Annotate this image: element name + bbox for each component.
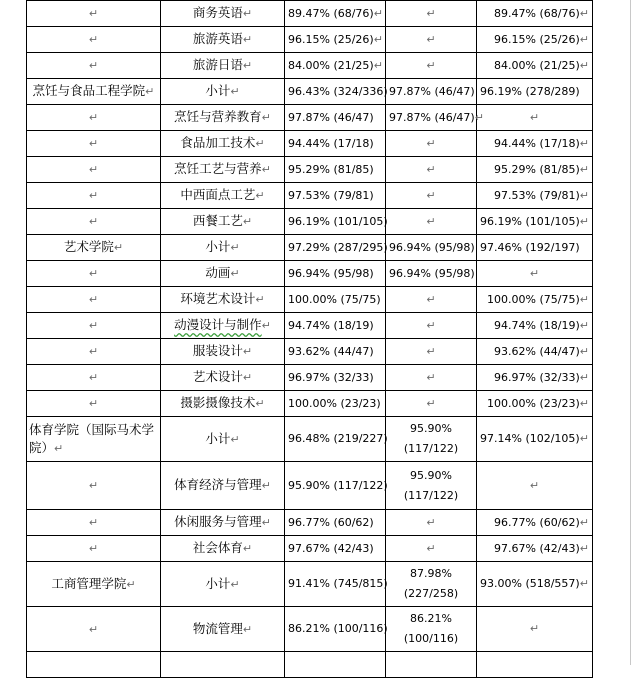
major-cell: 服装设计↵	[161, 339, 285, 365]
department-cell: ↵	[27, 183, 161, 209]
major-cell: 商务英语↵	[161, 1, 285, 27]
undergrad-rate-cell: ↵	[386, 287, 477, 313]
total-rate-cell: 96.48% (219/227)	[285, 417, 386, 462]
undergrad-rate-cell: ↵	[386, 53, 477, 79]
major-cell: 休闲服务与管理↵	[161, 510, 285, 536]
department-cell: 艺术学院↵	[27, 235, 161, 261]
major-cell: 动漫设计与制作↵	[161, 313, 285, 339]
undergrad-rate-cell: 95.90% (117/122)	[386, 417, 477, 462]
table-row	[27, 261, 593, 287]
college-rate-cell: 97.14% (102/105)↵	[477, 417, 593, 462]
department-cell: 体育学院（国际马术学院）↵	[27, 417, 161, 462]
undergrad-rate-cell: ↵	[386, 536, 477, 562]
major-cell	[161, 652, 285, 678]
department-cell: ↵	[27, 607, 161, 652]
undergrad-rate-cell: ↵	[386, 1, 477, 27]
table-row	[27, 235, 593, 261]
total-rate-cell: 97.67% (42/43)	[285, 536, 386, 562]
table-row	[27, 652, 593, 678]
department-cell: ↵	[27, 105, 161, 131]
major-cell: 体育经济与管理↵	[161, 462, 285, 510]
department-cell: ↵	[27, 339, 161, 365]
college-rate-cell: 97.67% (42/43)↵	[477, 536, 593, 562]
table-row	[27, 365, 593, 391]
total-rate-cell: 94.44% (17/18)	[285, 131, 386, 157]
total-rate-cell: 95.90% (117/122)	[285, 462, 386, 510]
department-cell: 烹饪与食品工程学院↵	[27, 79, 161, 105]
undergrad-rate-cell: ↵	[386, 313, 477, 339]
table-row	[27, 53, 593, 79]
major-cell: 小计↵	[161, 562, 285, 607]
table-row	[27, 131, 593, 157]
table-row	[27, 536, 593, 562]
total-rate-cell: 97.87% (46/47)	[285, 105, 386, 131]
major-cell: 环境艺术设计↵	[161, 287, 285, 313]
major-cell: 小计↵	[161, 235, 285, 261]
table-row	[27, 27, 593, 53]
undergrad-rate-cell: ↵	[386, 27, 477, 53]
college-rate-cell: 96.97% (32/33)↵	[477, 365, 593, 391]
table-row	[27, 391, 593, 417]
major-cell: 中西面点工艺↵	[161, 183, 285, 209]
undergrad-rate-cell: 97.87% (46/47)↵	[386, 105, 477, 131]
college-rate-cell: 93.00% (518/557)↵	[477, 562, 593, 607]
total-rate-cell: 89.47% (68/76)↵	[285, 1, 386, 27]
total-rate-cell: 96.97% (32/33)	[285, 365, 386, 391]
college-rate-cell: 93.62% (44/47)↵	[477, 339, 593, 365]
college-rate-cell: 97.46% (192/197)	[477, 235, 593, 261]
table-row	[27, 313, 593, 339]
major-cell: 摄影摄像技术↵	[161, 391, 285, 417]
department-cell: ↵	[27, 287, 161, 313]
college-rate-cell: 96.19% (101/105)↵	[477, 209, 593, 235]
table-row	[27, 562, 593, 607]
major-cell: 小计↵	[161, 79, 285, 105]
major-cell: 西餐工艺↵	[161, 209, 285, 235]
undergrad-rate-cell: 87.98% (227/258)	[386, 562, 477, 607]
college-rate-cell: ↵	[477, 105, 593, 131]
department-cell: ↵	[27, 462, 161, 510]
major-cell: 旅游日语↵	[161, 53, 285, 79]
college-rate-cell: 96.19% (278/289)	[477, 79, 593, 105]
table-row	[27, 1, 593, 27]
major-cell: 食品加工技术↵	[161, 131, 285, 157]
undergrad-rate-cell	[386, 652, 477, 678]
undergrad-rate-cell: 86.21% (100/116)	[386, 607, 477, 652]
table-row	[27, 607, 593, 652]
college-rate-cell: 100.00% (23/23)↵	[477, 391, 593, 417]
total-rate-cell: 96.19% (101/105)	[285, 209, 386, 235]
table-row	[27, 183, 593, 209]
undergrad-rate-cell: 97.87% (46/47)	[386, 79, 477, 105]
undergrad-rate-cell: ↵	[386, 157, 477, 183]
table-row	[27, 79, 593, 105]
college-rate-cell: 94.74% (18/19)↵	[477, 313, 593, 339]
total-rate-cell: 96.43% (324/336)	[285, 79, 386, 105]
major-cell: 社会体育↵	[161, 536, 285, 562]
major-cell: 艺术设计↵	[161, 365, 285, 391]
college-rate-cell: 84.00% (21/25)↵	[477, 53, 593, 79]
total-rate-cell: 91.41% (745/815)	[285, 562, 386, 607]
department-cell: 工商管理学院↵	[27, 562, 161, 607]
department-cell	[27, 652, 161, 678]
total-rate-cell: 96.77% (60/62)	[285, 510, 386, 536]
total-rate-cell: 84.00% (21/25)↵	[285, 53, 386, 79]
college-rate-cell: ↵	[477, 607, 593, 652]
major-cell: 动画↵	[161, 261, 285, 287]
college-rate-cell: 100.00% (75/75)↵	[477, 287, 593, 313]
undergrad-rate-cell: 96.94% (95/98)	[386, 261, 477, 287]
total-rate-cell: 96.94% (95/98)	[285, 261, 386, 287]
total-rate-cell: 100.00% (23/23)	[285, 391, 386, 417]
undergrad-rate-cell: ↵	[386, 391, 477, 417]
undergrad-rate-cell: ↵	[386, 510, 477, 536]
department-cell: ↵	[27, 313, 161, 339]
undergrad-rate-cell: ↵	[386, 131, 477, 157]
table-row	[27, 105, 593, 131]
total-rate-cell: 93.62% (44/47)	[285, 339, 386, 365]
undergrad-rate-cell: ↵	[386, 365, 477, 391]
total-rate-cell	[285, 652, 386, 678]
department-cell: ↵	[27, 365, 161, 391]
department-cell: ↵	[27, 157, 161, 183]
total-rate-cell: 95.29% (81/85)	[285, 157, 386, 183]
department-cell: ↵	[27, 209, 161, 235]
table-row	[27, 209, 593, 235]
table-row	[27, 287, 593, 313]
college-rate-cell: ↵	[477, 261, 593, 287]
total-rate-cell: 97.29% (287/295)	[285, 235, 386, 261]
college-rate-cell: 96.15% (25/26)↵	[477, 27, 593, 53]
college-rate-cell: ↵	[477, 462, 593, 510]
department-cell: ↵	[27, 261, 161, 287]
major-cell: 烹饪与营养教育↵	[161, 105, 285, 131]
undergrad-rate-cell: 96.94% (95/98)	[386, 235, 477, 261]
department-cell: ↵	[27, 510, 161, 536]
table-row	[27, 510, 593, 536]
undergrad-rate-cell: ↵	[386, 209, 477, 235]
table-row	[27, 462, 593, 510]
department-cell: ↵	[27, 131, 161, 157]
college-rate-cell: 94.44% (17/18)↵	[477, 131, 593, 157]
total-rate-cell: 100.00% (75/75)	[285, 287, 386, 313]
total-rate-cell: 94.74% (18/19)	[285, 313, 386, 339]
total-rate-cell: 96.15% (25/26)↵	[285, 27, 386, 53]
college-rate-cell: 89.47% (68/76)↵	[477, 1, 593, 27]
college-rate-cell: 96.77% (60/62)↵	[477, 510, 593, 536]
page-edge	[630, 0, 631, 665]
paragraph-mark-icon: ↵	[88, 7, 99, 20]
department-cell: ↵	[27, 391, 161, 417]
employment-rate-table	[26, 0, 593, 678]
department-cell: ↵	[27, 536, 161, 562]
undergrad-rate-cell: ↵	[386, 183, 477, 209]
table-row	[27, 417, 593, 462]
table-row	[27, 339, 593, 365]
department-cell: ↵	[27, 53, 161, 79]
major-cell: 烹饪工艺与营养↵	[161, 157, 285, 183]
college-rate-cell: 95.29% (81/85)↵	[477, 157, 593, 183]
college-rate-cell: 97.53% (79/81)↵	[477, 183, 593, 209]
department-cell: ↵	[27, 27, 161, 53]
undergrad-rate-cell: ↵	[386, 339, 477, 365]
total-rate-cell: 97.53% (79/81)	[285, 183, 386, 209]
undergrad-rate-cell: 95.90% (117/122)	[386, 462, 477, 510]
department-cell	[27, 1, 161, 27]
major-cell: 小计↵	[161, 417, 285, 462]
total-rate-cell: 86.21% (100/116)	[285, 607, 386, 652]
college-rate-cell	[477, 652, 593, 678]
major-cell: 物流管理↵	[161, 607, 285, 652]
major-cell: 旅游英语↵	[161, 27, 285, 53]
table-row	[27, 157, 593, 183]
